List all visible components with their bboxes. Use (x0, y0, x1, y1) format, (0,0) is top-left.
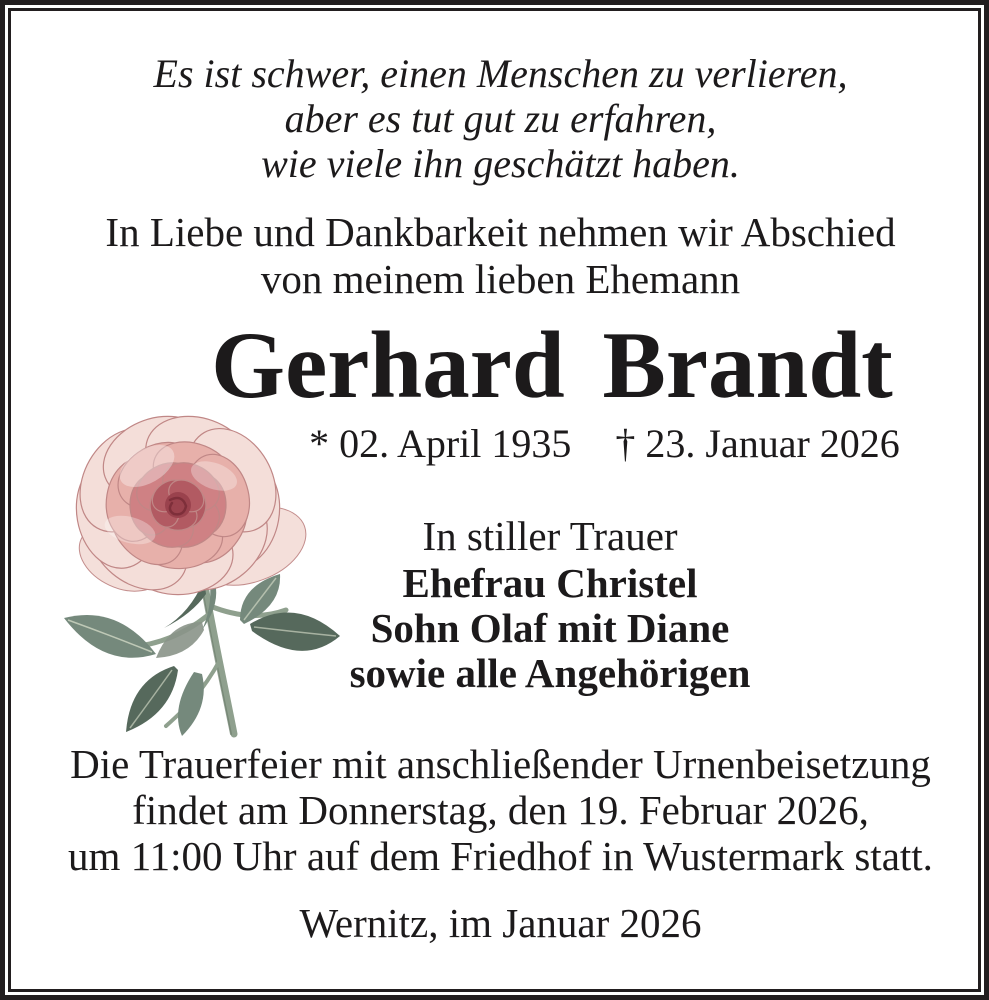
verse-line: Es ist schwer, einen Menschen zu verlieren, (153, 51, 848, 96)
mourners-section (0, 513, 989, 696)
mourners-heading: In stiller Trauer (422, 513, 678, 559)
service-line: Die Trauerfeier mit anschließender Urnenbeisetzung (70, 741, 931, 787)
verse-line: wie viele ihn geschätzt haben. (261, 141, 740, 186)
closing-line: Wernitz, im Januar 2026 (299, 900, 702, 946)
intro-line: In Liebe und Dankbarkeit nehmen wir Abschied (105, 209, 896, 255)
deceased-name: Gerhard Brandt (211, 312, 893, 418)
mourners-names (111, 561, 989, 696)
service-line: findet am Donnerstag, den 19. Februar 2026, (132, 787, 869, 833)
mourner-name: sowie alle Angehörigen (349, 650, 751, 696)
intro-line: von meinem lieben Ehemann (260, 256, 741, 302)
service-details (0, 741, 989, 879)
opening-verse (0, 51, 989, 186)
mourner-name: Sohn Olaf mit Diane (370, 605, 730, 651)
mourner-name: Ehefrau Christel (402, 560, 698, 606)
death-date: † 23. Januar 2026 (615, 421, 900, 466)
service-line: um 11:00 Uhr auf dem Friedhof in Wustermark statt. (68, 833, 933, 879)
life-dates (0, 421, 989, 466)
farewell-intro (0, 209, 989, 303)
verse-line: aber es tut gut zu erfahren, (284, 96, 717, 141)
birth-date: * 02. April 1935 (309, 421, 572, 466)
